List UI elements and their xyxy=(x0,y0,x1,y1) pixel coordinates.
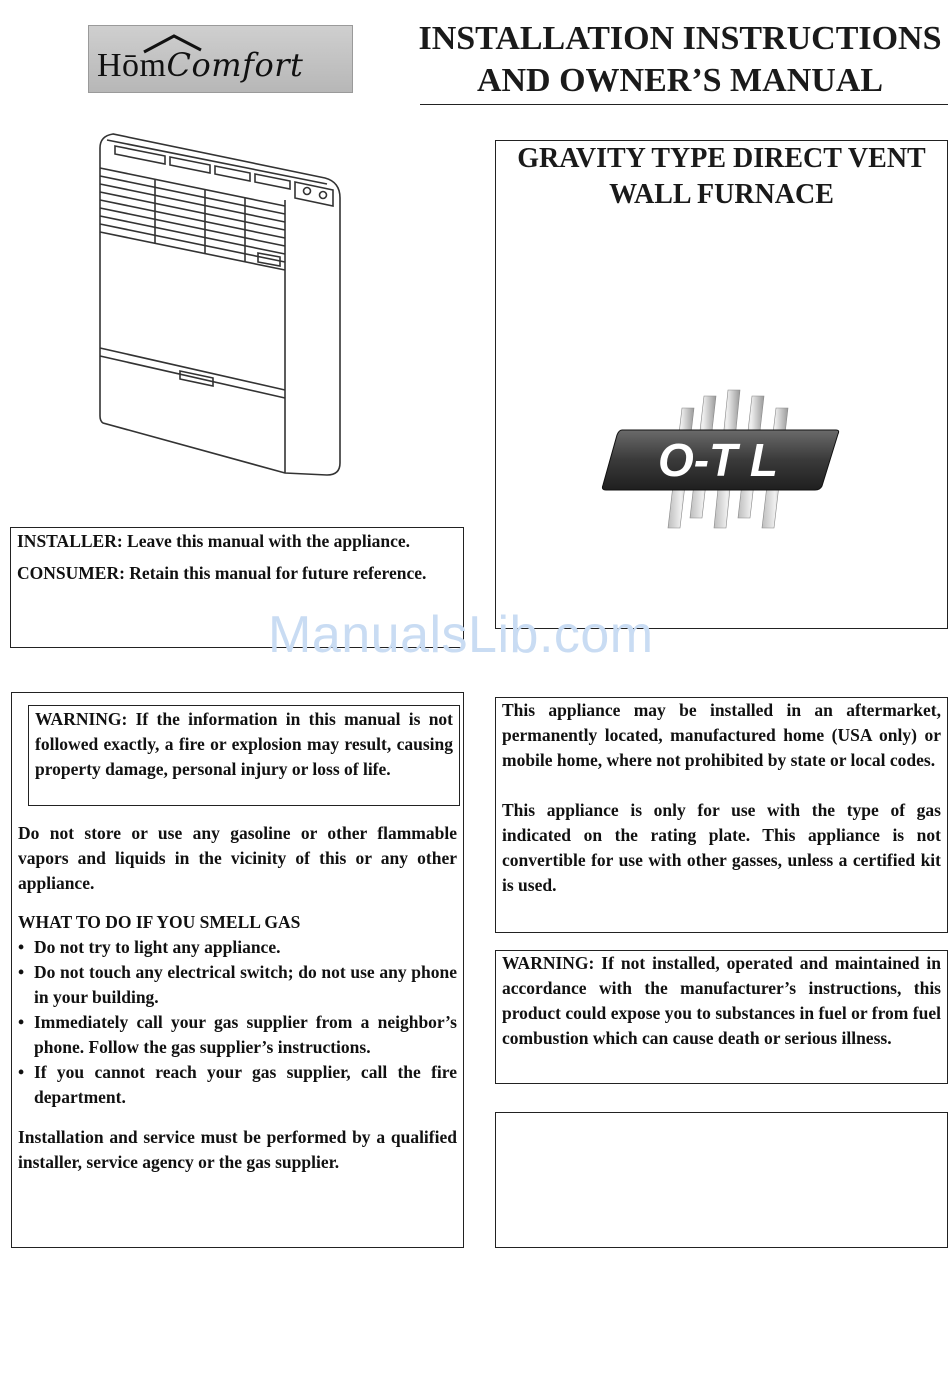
title-divider xyxy=(420,104,948,105)
product-title-line-2: WALL FURNACE xyxy=(609,179,834,210)
bullet-icon: • xyxy=(18,962,25,982)
gas-type-text: This appliance is only for use with the type of gas indicated on the rating plate. This appliance is not convertible for use with other gasses, unless a certified kit is used. xyxy=(502,800,941,895)
bullet-icon: • xyxy=(18,937,25,957)
service-note: Installation and service must be performed by a qualified installer, service agency or the gas supplier. xyxy=(18,1127,457,1172)
title-line-2: AND OWNER’S MANUAL xyxy=(476,62,884,99)
bullet-icon: • xyxy=(18,1062,25,1082)
smell-gas-heading: WHAT TO DO IF YOU SMELL GAS xyxy=(18,912,301,932)
fire-warning-text: WARNING: If the information in this manual is not followed exactly, a fire or explosion may result, causing property damage, personal injury or loss of life. xyxy=(35,709,453,779)
otl-brand-logo xyxy=(600,388,840,533)
otl-logo-text: O-T L xyxy=(657,434,779,486)
wall-furnace-illustration xyxy=(95,128,345,478)
list-item: • Do not touch any electrical switch; do not use any phone in your building. xyxy=(18,960,457,1010)
logo-wordmark xyxy=(97,46,303,85)
safety-information-box xyxy=(11,692,464,1248)
list-item: • If you cannot reach your gas supplier, call the fire department. xyxy=(18,1060,457,1110)
blank-box xyxy=(495,1112,948,1248)
safety-body xyxy=(18,821,457,1175)
product-title-line-1: GRAVITY TYPE DIRECT VENT xyxy=(517,143,926,174)
title-line-1: INSTALLATION INSTRUCTIONS xyxy=(418,20,942,57)
homcomfort-logo xyxy=(88,25,353,93)
page-title xyxy=(410,18,950,102)
mobile-home-text: This appliance may be installed in an aftermarket, permanently located, manufactured home (USA only) or mobile home, where not prohibited by state or local codes. xyxy=(502,700,941,770)
logo-text-comfort: Comfort xyxy=(166,46,304,84)
logo-text-hom: Hōm xyxy=(97,47,167,84)
combustion-warning-text: WARNING: If not installed, operated and maintained in accordance with the manufacturer’s instructions, this product could expose you to substances in fuel or from fuel combustion which can cause death or serious illness. xyxy=(502,953,941,1048)
bullet-icon: • xyxy=(18,1012,25,1032)
installer-note: INSTALLER: Leave this manual with the appliance. xyxy=(17,531,410,551)
product-title xyxy=(496,141,947,213)
fire-warning-box xyxy=(28,705,460,806)
consumer-note: CONSUMER: Retain this manual for future reference. xyxy=(17,563,427,583)
mobile-home-box xyxy=(495,697,948,933)
product-title-box xyxy=(495,140,948,629)
watermark: ManualsLib.com xyxy=(268,606,654,664)
combustion-warning-box xyxy=(495,950,948,1084)
list-item: • Do not try to light any appliance. xyxy=(18,935,457,960)
storage-warning: Do not store or use any gasoline or other flammable vapors and liquids in the vicinity of this or any other appliance. xyxy=(18,823,457,893)
list-item: • Immediately call your gas supplier from a neighbor’s phone. Follow the gas supplier’s instructions. xyxy=(18,1010,457,1060)
